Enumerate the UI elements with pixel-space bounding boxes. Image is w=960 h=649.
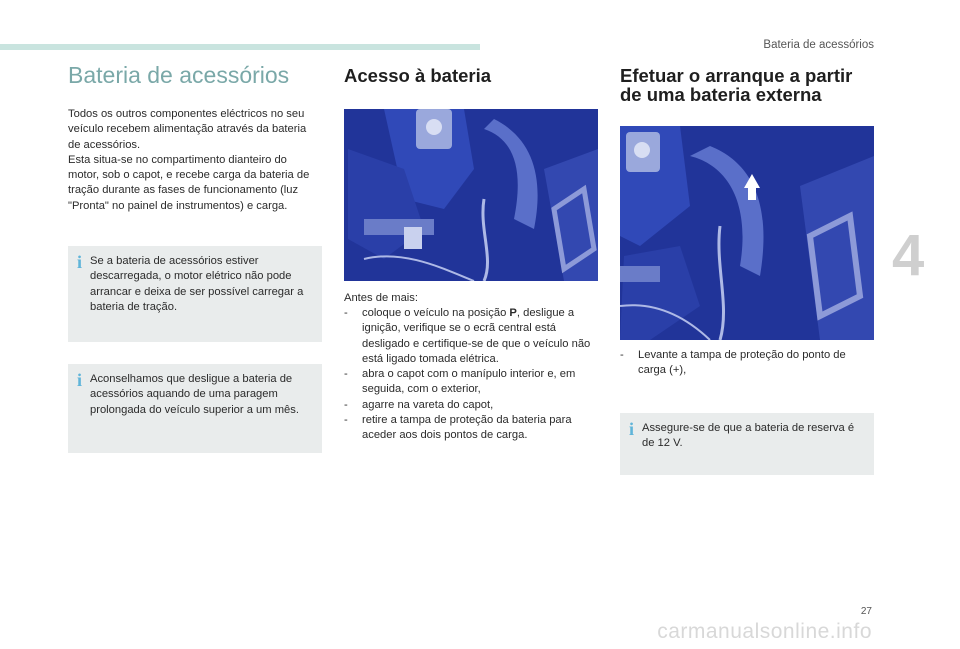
engine-bay-illustration (344, 109, 598, 281)
note-discharged (68, 246, 322, 342)
list-item: - Levante a tampa de proteção do ponto de carga (+), (620, 349, 846, 377)
note-12v (620, 413, 874, 475)
note-disconnect-text: Aconselhamos que desligue a bateria de acessórios aquando de uma paragem prolongada do veículo superior a um mês. (90, 373, 299, 416)
intro-paragraph (68, 107, 316, 214)
header-accent-bar (0, 44, 480, 50)
access-intro: Antes de mais: (344, 292, 418, 304)
info-icon: i (77, 252, 83, 272)
battery-access-photo (344, 109, 598, 281)
note-12v-text: Assegure-se de que a bateria de reserva é de 12 V. (642, 422, 855, 450)
external-start-photo (620, 126, 874, 340)
page-number: 27 (860, 606, 872, 617)
external-start-steps (620, 348, 870, 379)
access-steps (344, 306, 594, 444)
info-icon: i (77, 370, 83, 390)
intro-paragraph-1: Todos os outros componentes eléctricos no seu veículo recebem alimentação através da bateria de acessórios. (68, 108, 307, 151)
page-title: Bateria de acessórios (68, 62, 290, 88)
chapter-number: 4 (892, 223, 925, 288)
list-item: - abra o capot com o manípulo interior e, em seguida, com o exterior, (344, 368, 576, 396)
note-discharged-text: Se a bateria de acessórios estiver descarregada, o motor elétrico não pode arrancar e deixa de ser possível carregar a bateria de tração. (90, 255, 304, 313)
list-item: - coloque o veículo na posição P, desligue a ignição, verifique se o ecrã central está desligado e certifique-se de que o veículo não está ligado tomada elétrica. (344, 307, 591, 365)
engine-bay-illustration (620, 126, 874, 340)
watermark: carmanualsonline.info (657, 620, 872, 643)
info-icon: i (629, 419, 635, 439)
section-label: Bateria de acessórios (763, 39, 874, 51)
access-title: Acesso à bateria (344, 65, 492, 86)
intro-paragraph-2: Esta situa-se no compartimento dianteiro do motor, sob o capot, e recebe carga da bateria de tração durante as fases de funcionamento (luz "Pronta" no painel de instrumentos) e carga. (68, 153, 310, 212)
note-disconnect (68, 364, 322, 453)
list-item: - agarre na vareta do capot, (344, 398, 494, 411)
list-item: - retire a tampa de proteção da bateria para aceder aos dois pontos de carga. (344, 414, 572, 442)
external-start-title: Efetuar o arranque a partir de uma bateria externa (620, 65, 853, 105)
